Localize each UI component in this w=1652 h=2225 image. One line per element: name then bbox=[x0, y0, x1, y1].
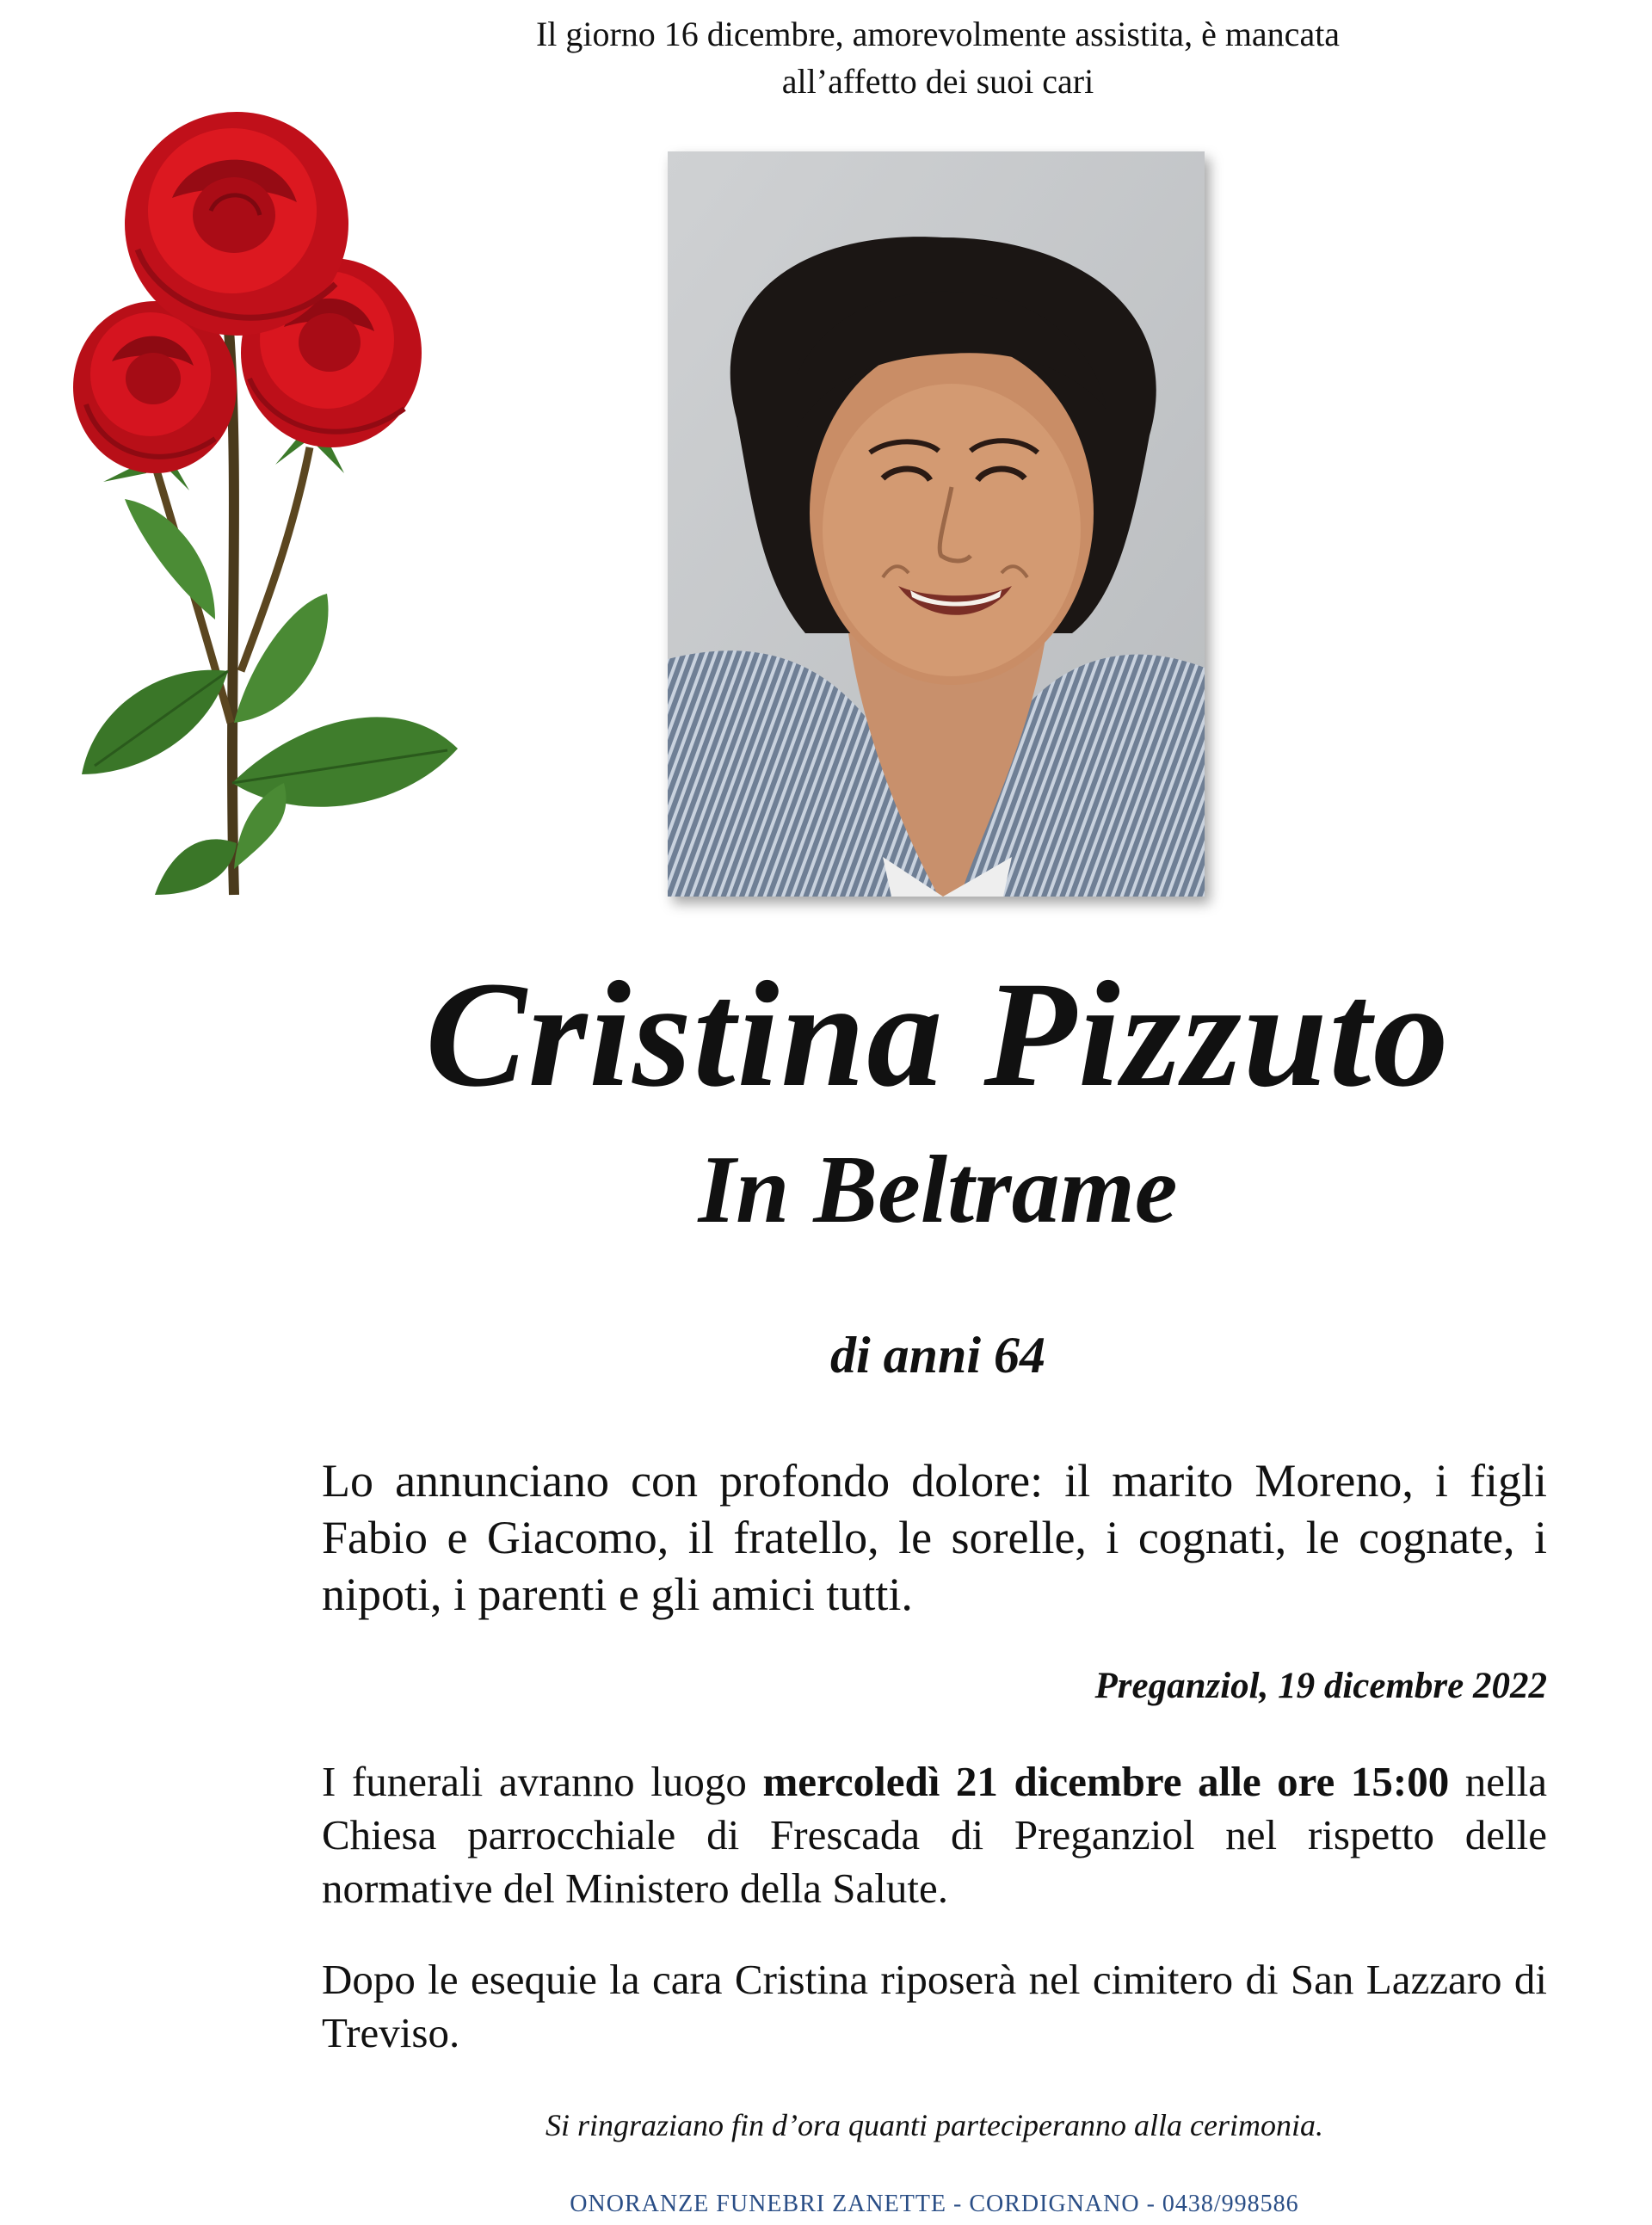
portrait-photo bbox=[668, 151, 1205, 897]
funeral-home-footer: ONORANZE FUNEBRI ZANETTE - CORDIGNANO - 0438/998586 bbox=[570, 2191, 1299, 2217]
married-name: In Beltrame bbox=[698, 1137, 1178, 1243]
deceased-name: Cristina Pizzuto bbox=[425, 951, 1451, 1119]
funeral-location: nella Chiesa parrocchiale di Frescada di Preganziol nel rispetto delle normative del Ministero della Salute. bbox=[322, 1758, 1548, 1912]
age-text: di anni 64 bbox=[829, 1327, 1046, 1384]
intro-text bbox=[404, 10, 1471, 105]
place-date: Preganziol, 19 dicembre 2022 bbox=[1094, 1666, 1547, 1706]
intro-line-1: Il giorno 16 dicembre, amorevolmente assistita, è mancata bbox=[535, 15, 1341, 53]
announcement-text: Lo annunciano con profondo dolore: il marito Moreno, i figli Fabio e Giacomo, il fratello, le sorelle, i cognati, le cognate, i nipoti, i parenti e gli amici tutti. bbox=[322, 1455, 1547, 1620]
funeral-intro: I funerali avranno luogo bbox=[322, 1758, 763, 1805]
intro-line-2: all’affetto dei suoi cari bbox=[781, 62, 1094, 101]
funeral-datetime: mercoledì 21 dicembre alle ore 15:00 bbox=[762, 1758, 1450, 1805]
burial-text: Dopo le esequie la cara Cristina riposerà nel cimitero di San Lazzaro di Treviso. bbox=[322, 1956, 1547, 2056]
thanks-text: Si ringraziano fin d’ora quanti parteciperanno alla cerimonia. bbox=[546, 2108, 1323, 2142]
funeral-details bbox=[322, 1755, 1547, 1915]
red-roses-icon bbox=[34, 69, 482, 903]
